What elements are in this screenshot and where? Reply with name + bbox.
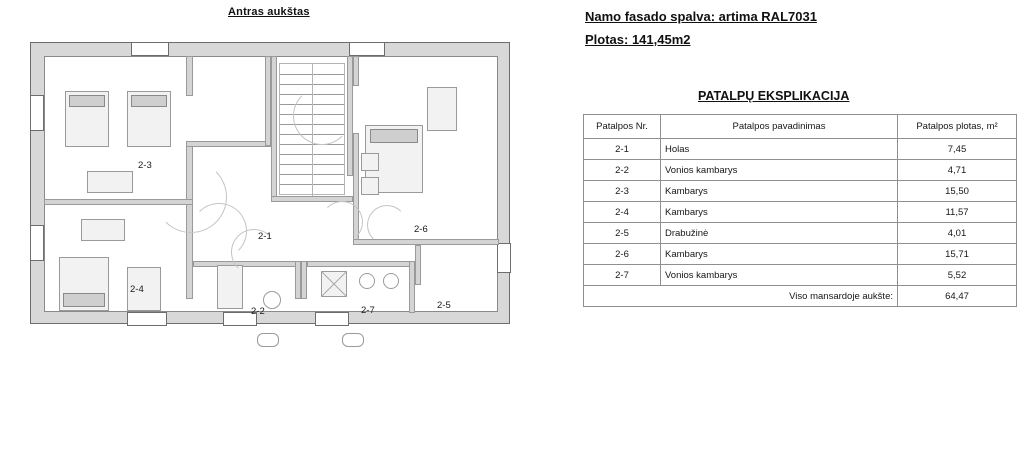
cell-area: 5,52 [898, 265, 1017, 286]
pillow [69, 95, 105, 107]
cell-name: Holas [661, 139, 898, 160]
sink [383, 273, 399, 289]
door-swing [293, 87, 351, 145]
toilet [342, 333, 364, 347]
window [30, 225, 44, 261]
table-row [584, 139, 1017, 160]
cell-name: Vonios kambarys [661, 265, 898, 286]
cell-number: 2-6 [584, 244, 661, 265]
interior-wall [353, 56, 359, 86]
room-label-2-4: 2-4 [130, 284, 144, 295]
nightstand [361, 177, 379, 195]
window [315, 312, 349, 326]
door-swing [321, 201, 363, 243]
room-label-2-3: 2-3 [138, 160, 152, 171]
window [30, 95, 44, 131]
interior-wall [186, 56, 193, 96]
explication-table [583, 114, 1017, 307]
table-row [584, 160, 1017, 181]
interior-wall [415, 245, 421, 285]
room-label-2-1: 2-1 [258, 231, 272, 242]
cell-number: 2-7 [584, 265, 661, 286]
cell-number: 2-5 [584, 223, 661, 244]
cell-number: 2-4 [584, 202, 661, 223]
cell-area: 4,01 [898, 223, 1017, 244]
room-label-2-2: 2-2 [251, 306, 265, 317]
window [497, 243, 511, 273]
table-row [584, 223, 1017, 244]
table-row [584, 265, 1017, 286]
pillow [63, 293, 105, 307]
cell-name: Kambarys [661, 244, 898, 265]
plan-title: Antras aukštas [228, 6, 310, 18]
sink [359, 273, 375, 289]
toilet [257, 333, 279, 347]
table-row [584, 244, 1017, 265]
pillow [370, 129, 418, 143]
room-label-2-5: 2-5 [437, 300, 451, 311]
cell-number: 2-1 [584, 139, 661, 160]
window [127, 312, 167, 326]
window [349, 42, 385, 56]
total-label: Viso mansardoje aukšte: [584, 286, 898, 307]
shower-cross [321, 271, 347, 297]
cell-area: 7,45 [898, 139, 1017, 160]
nightstand [361, 153, 379, 171]
explication-table-title: PATALPŲ EKSPLIKACIJA [698, 89, 850, 103]
info-panel [578, 0, 1024, 467]
bathtub [217, 265, 243, 309]
total-value: 64,47 [898, 286, 1017, 307]
table-row [584, 202, 1017, 223]
cell-area: 4,71 [898, 160, 1017, 181]
wardrobe [427, 87, 457, 131]
cell-name: Drabužinė [661, 223, 898, 244]
desk [81, 219, 125, 241]
cell-area: 15,50 [898, 181, 1017, 202]
facade-color-line: Namo fasado spalva: artima RAL7031 [585, 9, 817, 24]
table-header-row [584, 115, 1017, 139]
cell-name: Kambarys [661, 181, 898, 202]
header-number: Patalpos Nr. [584, 115, 661, 139]
window [131, 42, 169, 56]
sink [263, 291, 281, 309]
door-swing [367, 205, 407, 245]
cell-number: 2-3 [584, 181, 661, 202]
interior-wall [271, 56, 277, 202]
cell-area: 15,71 [898, 244, 1017, 265]
room-label-2-7: 2-7 [361, 305, 375, 316]
floor-plan-drawing [30, 42, 510, 324]
header-area: Patalpos plotas, m² [898, 115, 1017, 139]
desk [87, 171, 133, 193]
cell-number: 2-2 [584, 160, 661, 181]
cell-area: 11,57 [898, 202, 1017, 223]
cell-name: Kambarys [661, 202, 898, 223]
table-row [584, 181, 1017, 202]
table-total-row [584, 286, 1017, 307]
total-area-line: Plotas: 141,45m2 [585, 32, 691, 47]
header-name: Patalpos pavadinimas [661, 115, 898, 139]
room-label-2-6: 2-6 [414, 224, 428, 235]
interior-wall [307, 261, 415, 267]
pillow [131, 95, 167, 107]
interior-wall [186, 141, 271, 147]
cell-name: Vonios kambarys [661, 160, 898, 181]
